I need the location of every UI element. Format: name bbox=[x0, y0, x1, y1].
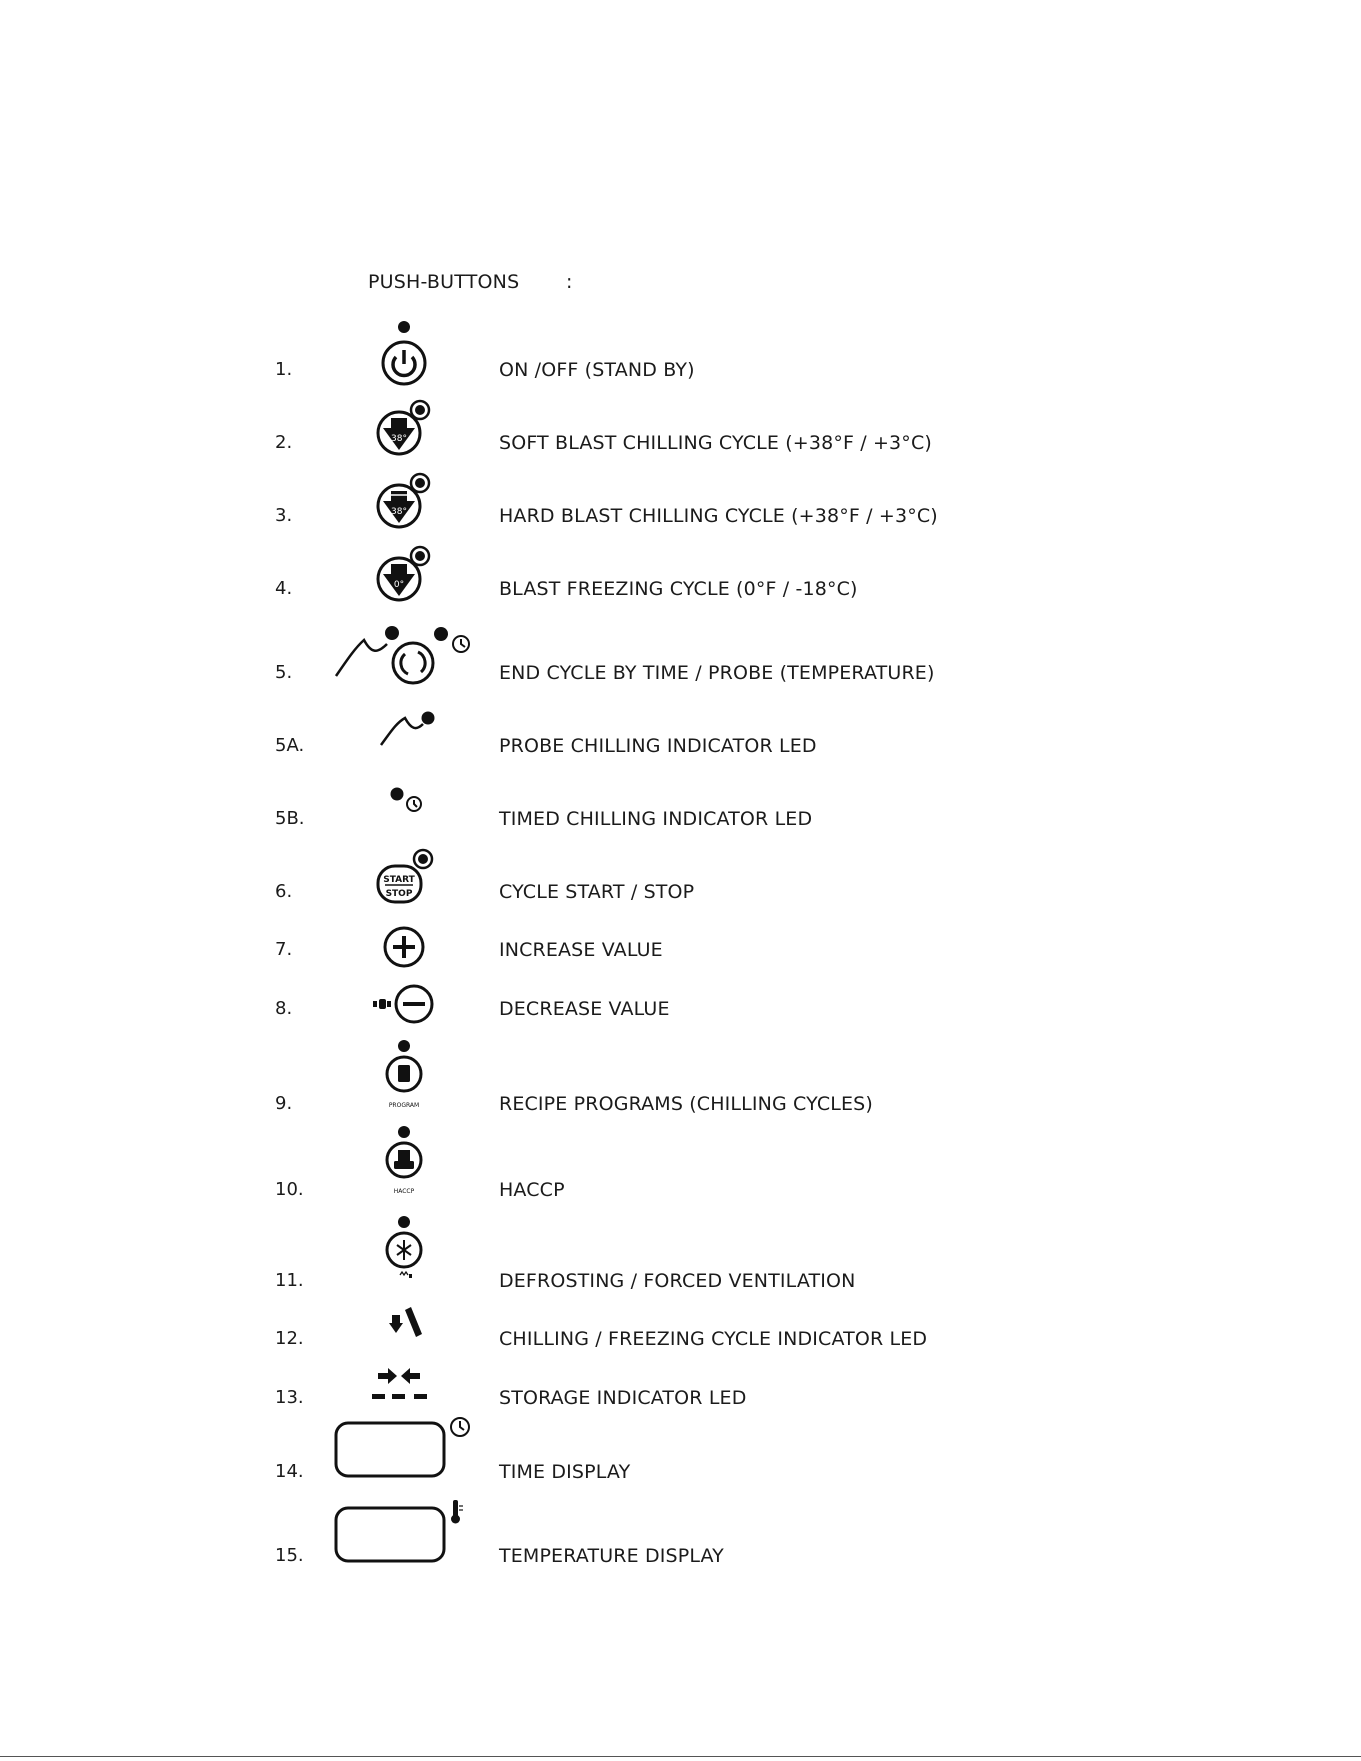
item-label: HARD BLAST CHILLING CYCLE (+38°F / +3°C) bbox=[499, 505, 938, 527]
list-item-defrosting bbox=[0, 1261, 1361, 1301]
item-label: ON /OFF (STAND BY) bbox=[499, 359, 695, 381]
page-bottom-rule bbox=[0, 1756, 1361, 1757]
item-number: 13. bbox=[275, 1387, 304, 1408]
list-item-storage-led bbox=[0, 1378, 1361, 1418]
list-item-decrease bbox=[0, 989, 1361, 1029]
item-number: 12. bbox=[275, 1328, 304, 1349]
item-number: 5A. bbox=[275, 735, 305, 756]
list-item-increase bbox=[0, 930, 1361, 970]
heading-colon: : bbox=[566, 271, 573, 293]
item-label: TIMED CHILLING INDICATOR LED bbox=[499, 808, 813, 830]
item-number: 7. bbox=[275, 939, 293, 960]
timed-led-icon bbox=[387, 786, 427, 816]
item-number: 9. bbox=[275, 1093, 293, 1114]
minus-icon bbox=[371, 984, 437, 1026]
list-item-haccp bbox=[0, 1170, 1361, 1210]
item-label: TEMPERATURE DISPLAY bbox=[499, 1545, 724, 1567]
haccp-icon bbox=[379, 1126, 429, 1198]
item-number: 15. bbox=[275, 1545, 304, 1566]
list-item-hard-blast bbox=[0, 496, 1361, 536]
section-heading bbox=[368, 271, 573, 293]
icon-text: 38° bbox=[391, 434, 407, 444]
plus-icon bbox=[381, 924, 427, 970]
list-item-chilling-freezing-led bbox=[0, 1319, 1361, 1359]
item-number: 4. bbox=[275, 578, 293, 599]
item-number: 5. bbox=[275, 662, 293, 683]
item-label: HACCP bbox=[499, 1179, 565, 1201]
icon-text: START bbox=[383, 875, 415, 885]
soft-blast-chill-icon bbox=[372, 400, 434, 462]
start-stop-icon bbox=[375, 849, 437, 909]
icon-text: 0° bbox=[393, 580, 405, 590]
list-item-temperature-display bbox=[0, 1536, 1361, 1576]
hard-blast-chill-icon bbox=[372, 473, 434, 535]
list-item-blast-freezing bbox=[0, 569, 1361, 609]
time-display-icon bbox=[333, 1416, 473, 1480]
list-item-end-cycle bbox=[0, 653, 1361, 693]
temperature-display-icon bbox=[333, 1499, 473, 1563]
list-item-time-display bbox=[0, 1452, 1361, 1492]
item-label: DEFROSTING / FORCED VENTILATION bbox=[499, 1270, 856, 1292]
icon-text: STOP bbox=[385, 889, 413, 899]
icon-text: 38° bbox=[391, 507, 407, 517]
list-item-soft-blast bbox=[0, 423, 1361, 463]
section-title: PUSH-BUTTONS bbox=[368, 271, 520, 293]
list-item-timed-led bbox=[0, 799, 1361, 839]
item-label: RECIPE PROGRAMS (CHILLING CYCLES) bbox=[499, 1093, 873, 1115]
probe-led-icon bbox=[378, 709, 438, 749]
program-icon bbox=[379, 1040, 429, 1112]
item-label: CYCLE START / STOP bbox=[499, 881, 695, 903]
item-number: 5B. bbox=[275, 808, 305, 829]
item-label: SOFT BLAST CHILLING CYCLE (+38°F / +3°C) bbox=[499, 432, 932, 454]
item-label: END CYCLE BY TIME / PROBE (TEMPERATURE) bbox=[499, 662, 935, 684]
list-item-probe-led bbox=[0, 726, 1361, 766]
list-item-recipe-programs bbox=[0, 1084, 1361, 1124]
item-number: 14. bbox=[275, 1461, 304, 1482]
list-item-start-stop bbox=[0, 872, 1361, 912]
item-number: 3. bbox=[275, 505, 293, 526]
blast-freezing-icon bbox=[372, 546, 434, 608]
icon-text: PROGRAM bbox=[388, 1102, 420, 1109]
defrost-icon bbox=[379, 1216, 429, 1288]
item-number: 1. bbox=[275, 359, 293, 380]
item-number: 2. bbox=[275, 432, 293, 453]
item-label: TIME DISPLAY bbox=[499, 1461, 631, 1483]
power-button-icon bbox=[372, 319, 432, 389]
item-label: INCREASE VALUE bbox=[499, 939, 663, 961]
item-number: 11. bbox=[275, 1270, 304, 1291]
item-number: 6. bbox=[275, 881, 293, 902]
storage-led-icon bbox=[372, 1366, 436, 1404]
list-item-on-off bbox=[0, 350, 1361, 390]
chilling-freezing-led-icon bbox=[386, 1307, 426, 1343]
item-label: CHILLING / FREEZING CYCLE INDICATOR LED bbox=[499, 1328, 928, 1350]
item-number: 8. bbox=[275, 998, 293, 1019]
item-number: 10. bbox=[275, 1179, 304, 1200]
item-label: DECREASE VALUE bbox=[499, 998, 670, 1020]
item-label: PROBE CHILLING INDICATOR LED bbox=[499, 735, 817, 757]
item-label: BLAST FREEZING CYCLE (0°F / -18°C) bbox=[499, 578, 858, 600]
icon-text: HACCP bbox=[393, 1188, 415, 1195]
item-label: STORAGE INDICATOR LED bbox=[499, 1387, 747, 1409]
end-cycle-icon bbox=[333, 620, 478, 685]
